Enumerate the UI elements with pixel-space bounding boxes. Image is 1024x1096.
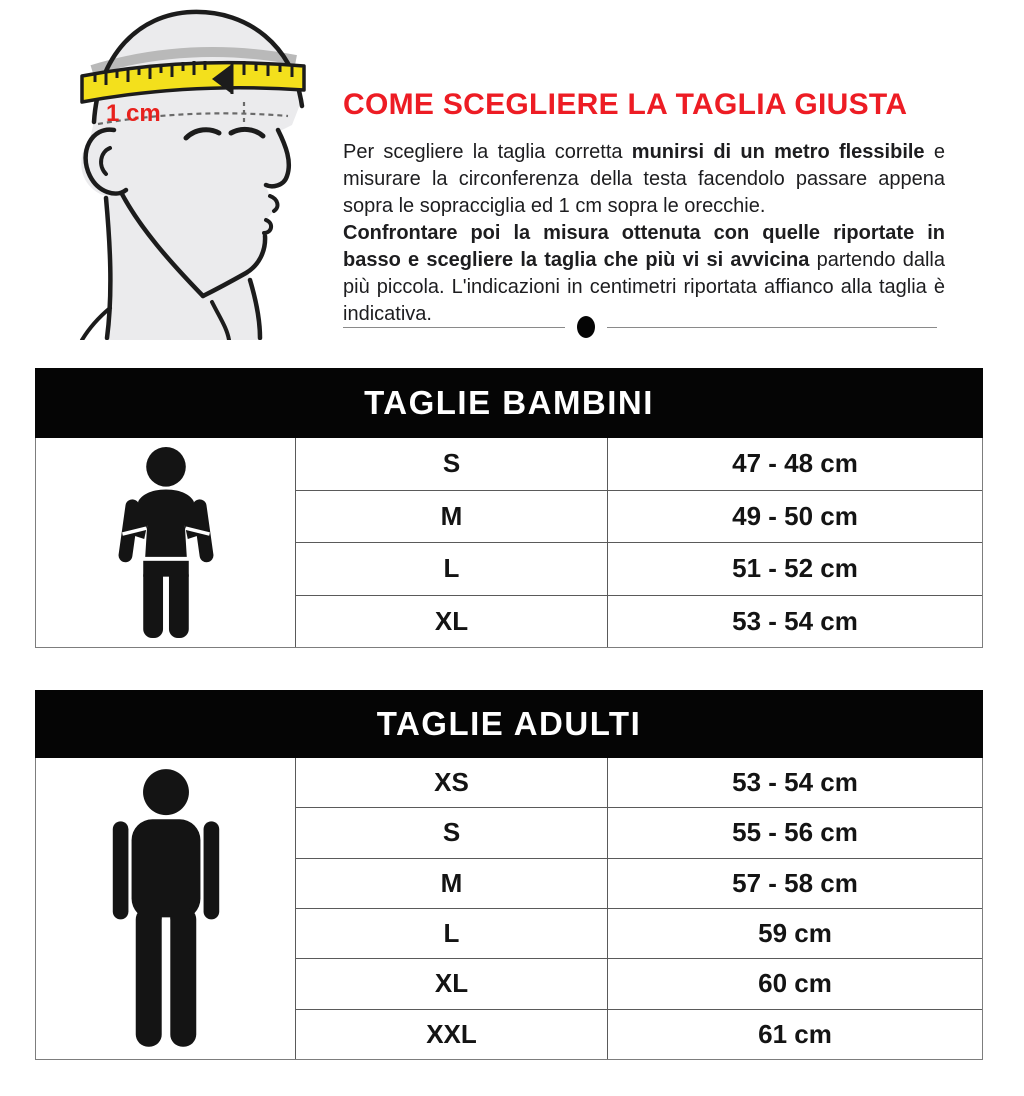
page-title: COME SCEGLIERE LA TAGLIA GIUSTA [343, 88, 908, 121]
size-cell: XL [296, 959, 608, 1008]
child-icon [105, 444, 227, 642]
range-cell: 55 - 56 cm [732, 817, 858, 848]
size-cell: M [296, 491, 608, 543]
kids-table-body [35, 438, 983, 648]
size-cell: L [296, 543, 608, 595]
section-divider [343, 316, 937, 338]
intro-section [343, 88, 945, 328]
adult-icon [98, 765, 234, 1053]
child-icon-cell [36, 438, 296, 647]
head-illustration-svg [20, 0, 330, 340]
intro-text-bold: munirsi di un metro flessibile [631, 141, 925, 163]
size-cell: S [296, 808, 608, 857]
range-cell: 51 - 52 cm [732, 553, 858, 584]
intro-text-bold: Confrontare poi la misura ottenuta con quelle riportate in basso e scegliere la taglia che più vi si avvicina [343, 222, 945, 271]
neck-back-line [106, 198, 110, 338]
intro-text: partendo dalla più piccola. L'indicazioni in centimetri riportata affianco alla taglia è indicativa. [343, 249, 946, 325]
range-cell: 47 - 48 cm [732, 448, 858, 479]
range-cell: 59 cm [758, 918, 832, 949]
table-row [296, 1010, 982, 1059]
intro-paragraph-1 [343, 139, 945, 220]
range-cell: 49 - 50 cm [732, 500, 858, 531]
range-cell: 53 - 54 cm [732, 605, 858, 636]
intro-paragraph-2 [343, 220, 945, 328]
kids-size-table [35, 368, 983, 648]
size-cell: S [296, 438, 608, 490]
table-row [296, 543, 982, 596]
table-row [296, 808, 982, 858]
intro-text: e misurare la circonferenza della testa facendolo passare appena sopra le sopracciglia ed 1 cm sopra le orecchie. [343, 141, 945, 217]
adult-icon-cell [36, 758, 296, 1059]
adults-size-table [35, 690, 983, 1060]
divider-dot-icon [577, 316, 595, 338]
range-cell: 53 - 54 cm [732, 767, 858, 798]
table-row [296, 758, 982, 808]
size-cell: L [296, 909, 608, 958]
range-cell: 61 cm [758, 1018, 832, 1049]
adults-table-rows [296, 758, 982, 1059]
range-cell: 57 - 58 cm [732, 867, 858, 898]
size-cell: XXL [296, 1010, 608, 1059]
size-cell: XS [296, 758, 608, 807]
range-cell: 60 cm [758, 968, 832, 999]
adults-table-title: TAGLIE ADULTI [35, 690, 983, 758]
table-row [296, 491, 982, 544]
intro-text: Per scegliere la taglia corretta [343, 141, 632, 163]
divider-line-left [343, 327, 565, 328]
table-row [296, 959, 982, 1009]
table-row [296, 909, 982, 959]
kids-table-rows [296, 438, 982, 647]
size-cell: M [296, 859, 608, 908]
adults-table-body [35, 758, 983, 1060]
table-row [296, 859, 982, 909]
tape-label: 1 cm [106, 100, 161, 127]
table-row [296, 596, 982, 648]
table-row [296, 438, 982, 491]
size-cell: XL [296, 596, 608, 648]
divider-line-right [607, 327, 937, 328]
kids-table-title: TAGLIE BAMBINI [35, 368, 983, 438]
head-measurement-illustration [20, 0, 330, 340]
